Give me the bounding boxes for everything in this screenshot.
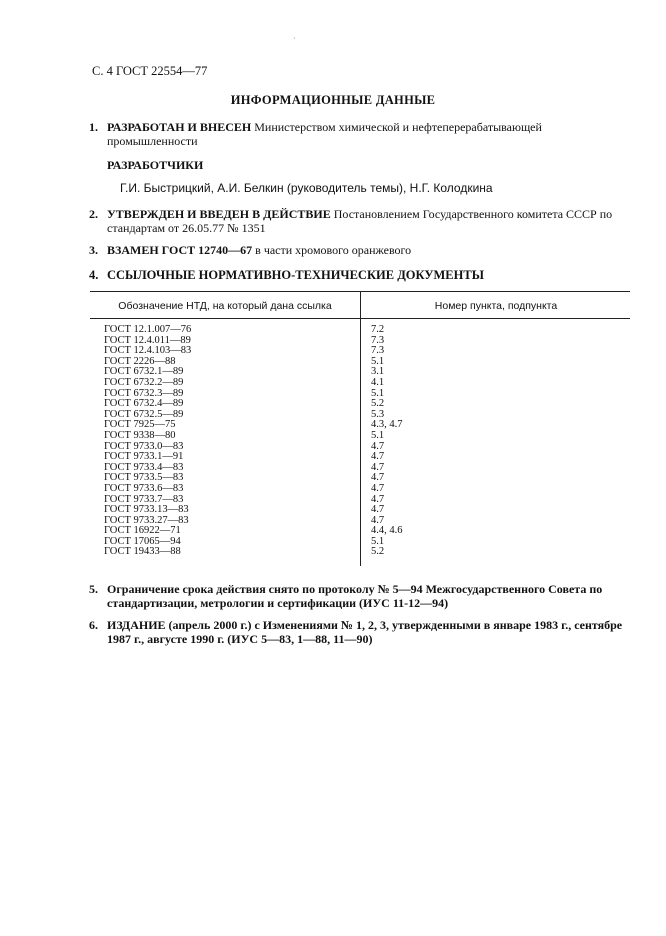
item-3-text: в части хромового оранжевого <box>252 243 412 257</box>
row-clause: 5.2 <box>371 398 385 410</box>
item-4-bold: ССЫЛОЧНЫЕ НОРМАТИВНО-ТЕХНИЧЕСКИЕ ДОКУМЕНТЫ <box>107 268 484 282</box>
row-clause: 5.1 <box>371 429 385 441</box>
row-document: ГОСТ 17065—94 <box>104 535 181 547</box>
column-header-document: Обозначение НТД, на который дана ссылка <box>118 300 332 312</box>
row-document: ГОСТ 6732.1—89 <box>104 366 184 378</box>
row-document: ГОСТ 16922—71 <box>104 525 181 537</box>
row-document: ГОСТ 9733.27—83 <box>104 514 189 526</box>
row-clause: 5.1 <box>371 387 385 399</box>
row-document: ГОСТ 9733.4—83 <box>104 461 184 473</box>
item-4 <box>89 268 634 282</box>
row-clause: 5.1 <box>371 535 385 547</box>
item-3-bold: ВЗАМЕН ГОСТ 12740—67 <box>107 243 253 257</box>
item-6-number: 6. <box>89 618 98 632</box>
row-clause: 5.2 <box>371 546 385 558</box>
table-row <box>90 484 630 495</box>
row-document: ГОСТ 12.4.011—89 <box>104 334 191 346</box>
developers-heading: РАЗРАБОТЧИКИ <box>107 158 204 172</box>
item-5 <box>89 582 634 610</box>
row-document: ГОСТ 9338—80 <box>104 429 176 441</box>
row-clause: 4.7 <box>371 451 385 463</box>
item-1 <box>89 120 634 148</box>
row-document: ГОСТ 7925—75 <box>104 419 176 431</box>
table-row <box>90 378 630 389</box>
row-clause: 5.1 <box>371 355 385 367</box>
row-clause: 3.1 <box>371 366 385 378</box>
item-4-number: 4. <box>89 268 99 282</box>
row-clause: 4.7 <box>371 504 385 516</box>
row-clause: 7.3 <box>371 345 385 357</box>
item-2-text: Постановлением Государственного комитета СССР по стандартам от 26.05.77 № 1351 <box>107 207 613 235</box>
section-title: ИНФОРМАЦИОННЫЕ ДАННЫЕ <box>230 93 436 107</box>
row-document: ГОСТ 6732.5—89 <box>104 408 184 420</box>
row-document: ГОСТ 6732.2—89 <box>104 376 184 388</box>
item-1-number: 1. <box>89 120 98 134</box>
row-document: ГОСТ 9733.6—83 <box>104 482 184 494</box>
row-clause: 4.7 <box>371 461 385 473</box>
row-document: ГОСТ 9733.13—83 <box>104 504 189 516</box>
references-table <box>90 291 630 558</box>
item-2 <box>89 207 634 235</box>
item-3 <box>89 243 634 257</box>
column-header-clause: Номер пункта, подпункта <box>434 300 558 312</box>
row-document: ГОСТ 12.4.103—83 <box>104 345 192 357</box>
row-document: ГОСТ 9733.5—83 <box>104 472 184 484</box>
row-document: ГОСТ 6732.4—89 <box>104 398 184 410</box>
row-clause: 4.7 <box>371 440 385 452</box>
row-document: ГОСТ 2226—88 <box>104 355 176 367</box>
row-clause: 4.7 <box>371 472 385 484</box>
table-row <box>90 431 630 442</box>
item-6-bold: ИЗДАНИЕ <box>107 618 166 632</box>
table-row <box>90 547 630 558</box>
row-clause: 4.1 <box>371 376 385 388</box>
table-row <box>90 325 630 336</box>
item-2-number: 2. <box>89 207 98 221</box>
item-5-number: 5. <box>89 582 98 596</box>
row-clause: 7.3 <box>371 334 385 346</box>
row-clause: 4.7 <box>371 514 385 526</box>
item-1-bold: РАЗРАБОТАН И ВНЕСЕН <box>107 120 252 134</box>
row-clause: 7.2 <box>371 324 385 335</box>
item-2-bold: УТВЕРЖДЕН И ВВЕДЕН В ДЕЙСТВИЕ <box>107 207 331 221</box>
item-6-text: (апрель 2000 г.) с Изменениями № 1, 2, 3, утвержденными в январе 1983 г., сентябре 1987 г., августе 1990 г. (ИУС 5—83, 1—88, 11—90) <box>107 618 623 646</box>
row-clause: 4.7 <box>371 493 385 505</box>
item-1-text: Министерством химической и нефтеперерабатывающей промышленности <box>107 120 542 148</box>
item-6 <box>89 618 634 646</box>
row-clause: 4.3, 4.7 <box>371 419 403 431</box>
row-document: ГОСТ 6732.3—89 <box>104 387 184 399</box>
row-document: ГОСТ 9733.0—83 <box>104 440 184 452</box>
page-header: С. 4 ГОСТ 22554—77 <box>92 64 208 78</box>
row-clause: 4.7 <box>371 482 385 494</box>
row-document: ГОСТ 9733.1—91 <box>104 451 184 463</box>
top-dot: · <box>293 34 296 43</box>
developers-list: Г.И. Быстрицкий, А.И. Белкин (руководитель темы), Н.Г. Колодкина <box>120 181 493 195</box>
item-5-text: Ограничение срока действия снято по протоколу № 5—94 Межгосударственного Совета по стандартизации, метрологии и сертификации (ИУС 11-12—94) <box>107 582 603 610</box>
row-clause: 4.4, 4.6 <box>371 525 403 537</box>
item-3-number: 3. <box>89 243 98 257</box>
row-document: ГОСТ 9733.7—83 <box>104 493 184 505</box>
row-document: ГОСТ 19433—88 <box>104 546 181 558</box>
table-body <box>90 319 630 558</box>
row-document: ГОСТ 12.1.007—76 <box>104 324 192 335</box>
row-clause: 5.3 <box>371 408 385 420</box>
